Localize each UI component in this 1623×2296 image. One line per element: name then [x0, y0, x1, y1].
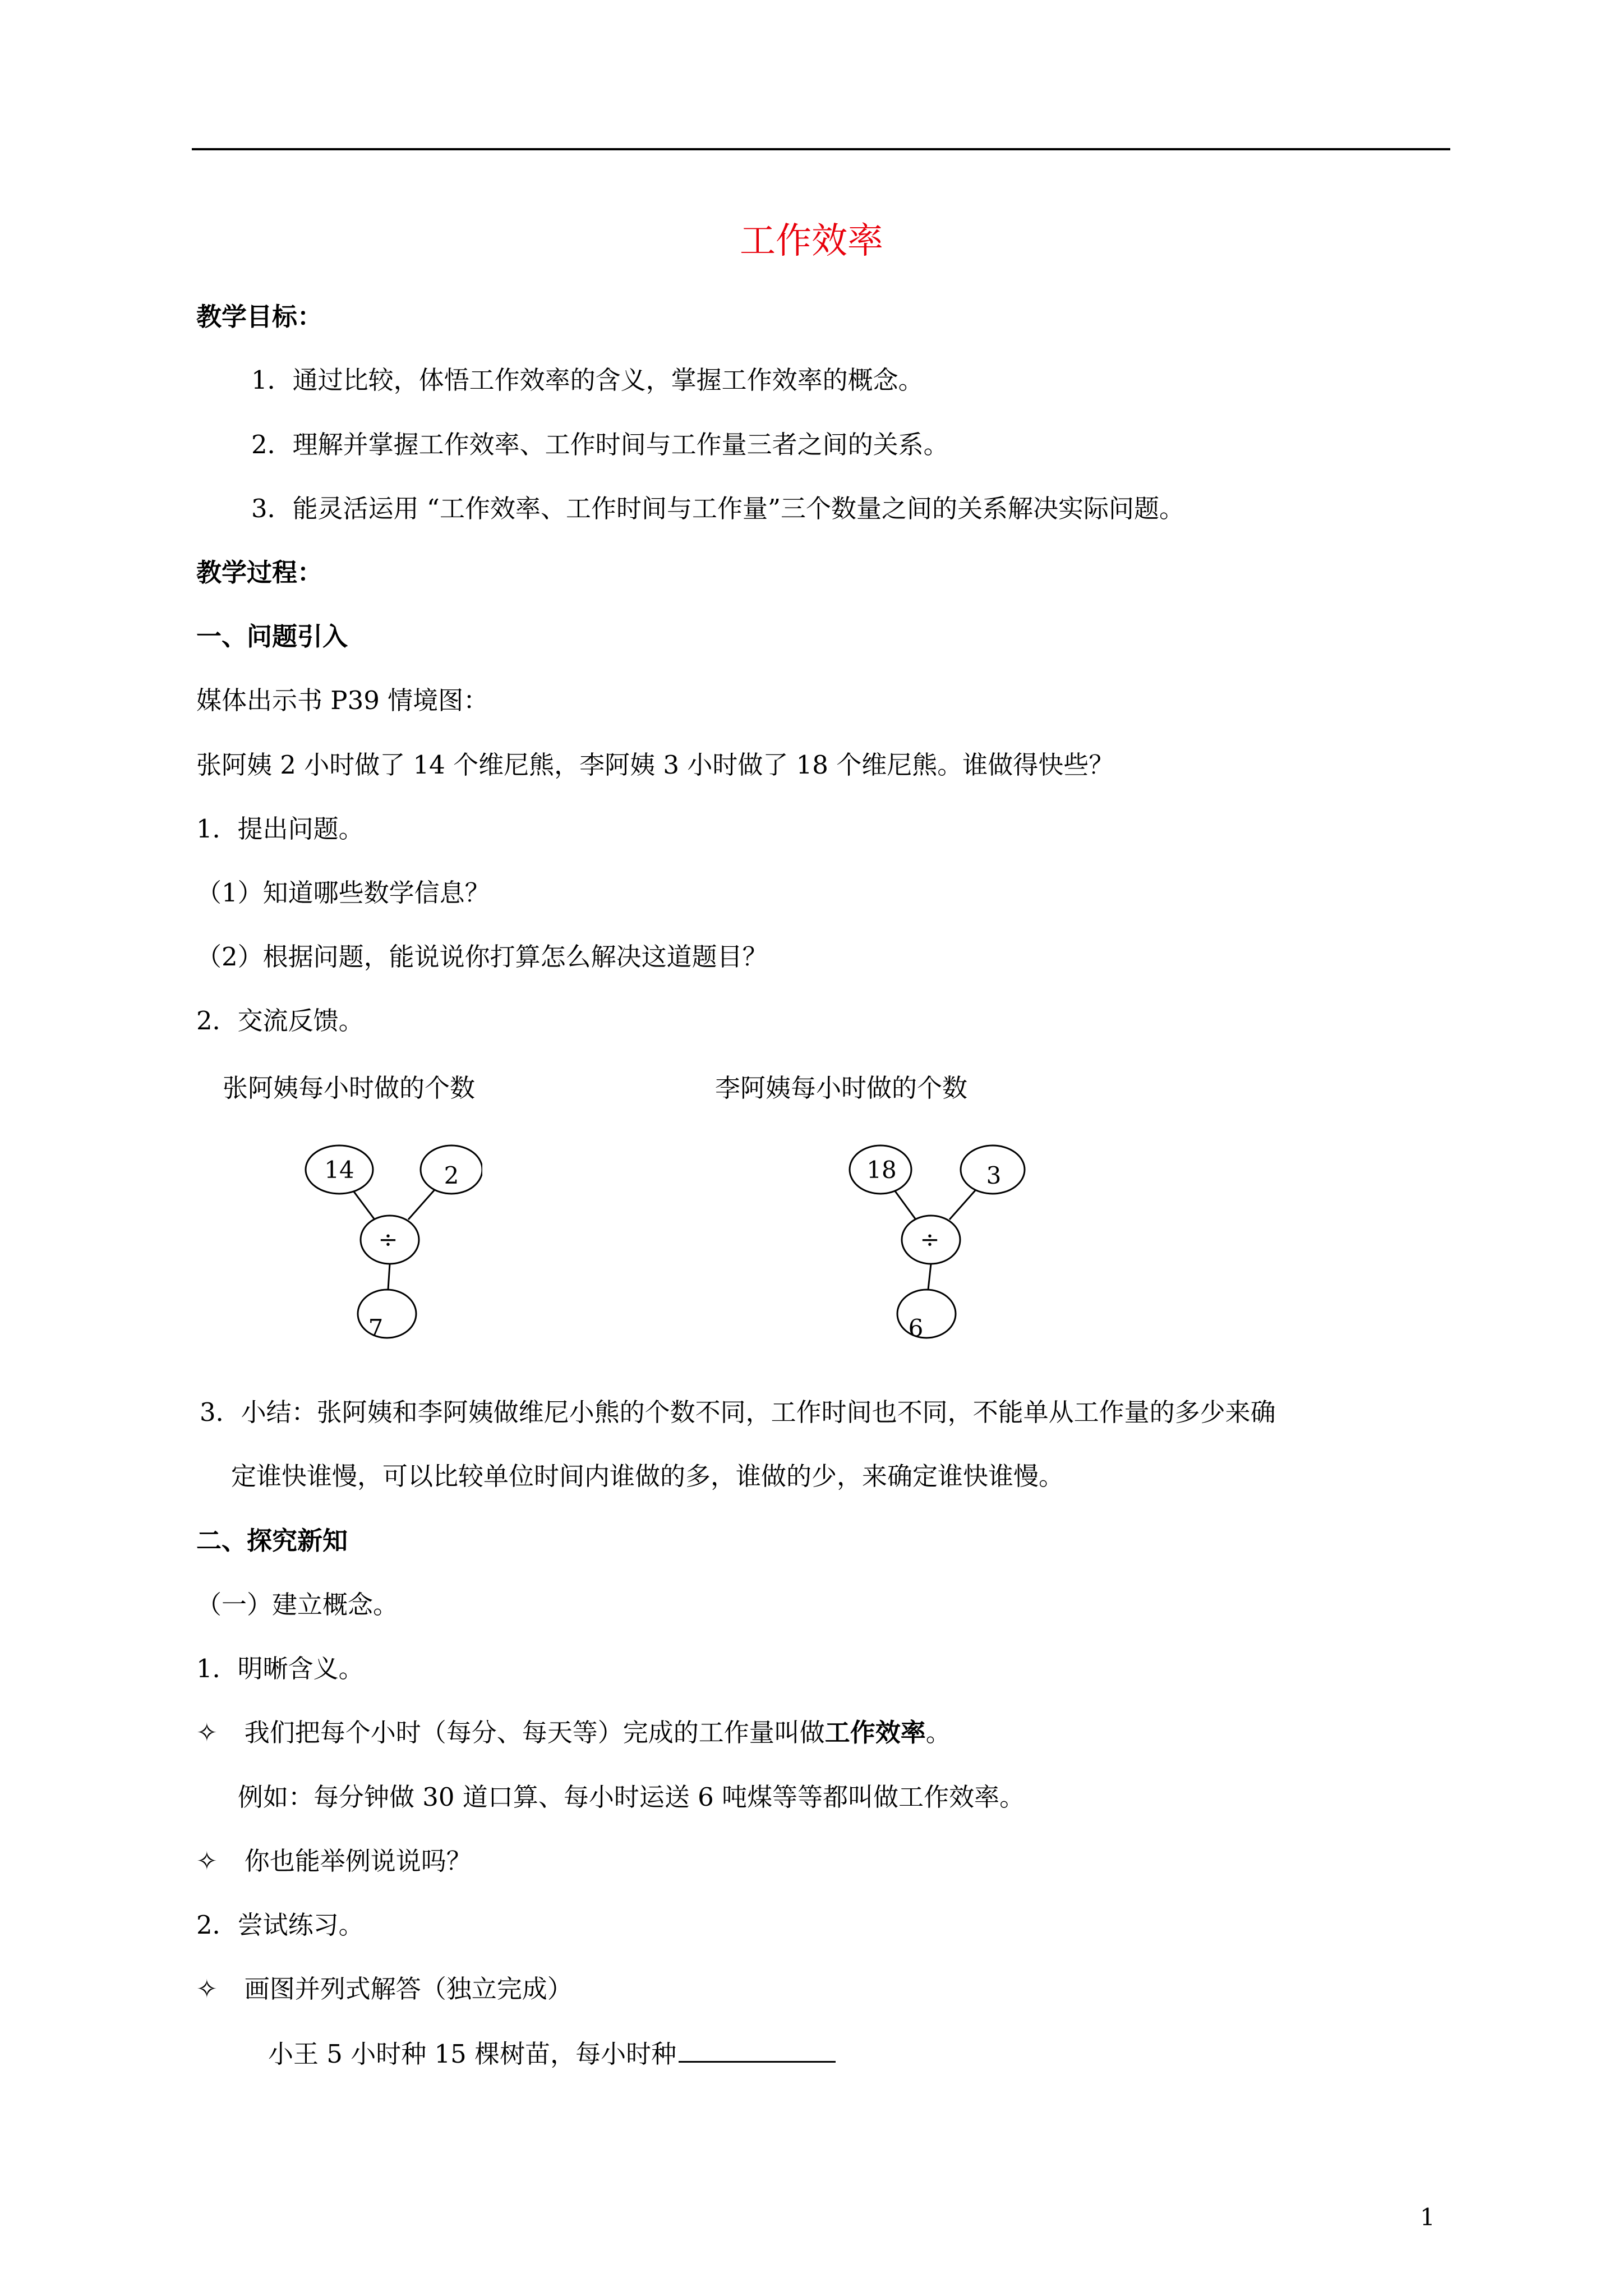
- tree-left-edge-a: [353, 1191, 375, 1220]
- page-title: 工作效率: [740, 220, 883, 262]
- tree-left-node-result: [358, 1290, 416, 1338]
- sub-heading-1: （一）建立概念。: [196, 1590, 399, 1619]
- objectives-heading: 教学目标：: [196, 302, 323, 332]
- tree-right-edge-result: [928, 1264, 931, 1290]
- tree-right-caption: 李阿姨每小时做的个数: [715, 1073, 968, 1103]
- tree-left-op: ÷: [378, 1226, 398, 1253]
- exercise-line: [268, 2036, 836, 2071]
- bullet-icon: ✧: [196, 1718, 218, 1747]
- task-text: 画图并列式解答（独立完成）: [244, 1974, 573, 2004]
- tree-right-edge-b: [949, 1190, 976, 1220]
- problem-line: 张阿姨 2 小时做了 14 个维尼熊，李阿姨 3 小时做了 18 个维尼熊。谁做得快些？: [196, 750, 1114, 780]
- task-line: [196, 1972, 573, 2006]
- ask-text: 你也能举例说说吗？: [244, 1846, 472, 1876]
- tree-right-result: 6: [908, 1314, 924, 1342]
- tree-left-result: 7: [368, 1314, 384, 1342]
- tree-right-diagram: [836, 1128, 1026, 1346]
- objective-item-1: 1．通过比较，体悟工作效率的含义，掌握工作效率的概念。: [251, 365, 924, 395]
- objective-item-2: 2．理解并掌握工作效率、工作时间与工作量三者之间的关系。: [251, 430, 949, 459]
- section-1-heading: 一、问题引入: [196, 622, 348, 651]
- tree-right-op: ÷: [920, 1226, 940, 1253]
- tree-right-edge-a: [895, 1190, 916, 1220]
- tree-left-diagram: [292, 1128, 482, 1346]
- header-rule: [192, 148, 1450, 150]
- section-2-heading: 二、探究新知: [196, 1526, 348, 1556]
- answer-blank[interactable]: [679, 2036, 836, 2063]
- ask-line: [196, 1844, 472, 1878]
- example-line: 例如：每分钟做 30 道口算、每小时运送 6 吨煤等等都叫做工作效率。: [238, 1782, 1025, 1812]
- tree-left-edge-b: [408, 1190, 435, 1220]
- process-heading: 教学过程：: [196, 558, 323, 587]
- tree-left-b: 2: [444, 1162, 459, 1189]
- question-1: （1）知道哪些数学信息？: [196, 878, 490, 908]
- objective-item-3: 3．能灵活运用 “工作效率、工作时间与工作量”三个数量之间的关系解决实际问题。: [251, 494, 1184, 523]
- bullet-icon: ✧: [196, 1974, 218, 2004]
- step-1-line: 1．提出问题。: [196, 814, 364, 844]
- media-line: 媒体出示书 P39 情境图：: [196, 685, 489, 715]
- tree-right-b: 3: [986, 1162, 1002, 1189]
- page-number: 1: [1420, 2203, 1435, 2231]
- step-2-line: 2．交流反馈。: [196, 1006, 364, 1036]
- summary-line-2: 定谁快谁慢，可以比较单位时间内谁做的多，谁做的少，来确定谁快谁慢。: [231, 1461, 1064, 1491]
- tree-left-edge-result: [388, 1264, 390, 1290]
- step-practice: 2．尝试练习。: [196, 1910, 364, 1940]
- definition-line: [196, 1716, 951, 1750]
- exercise-text: 小王 5 小时种 15 棵树苗，每小时种: [268, 2039, 677, 2069]
- question-2: （2）根据问题，能说说你打算怎么解决这道题目？: [196, 942, 768, 972]
- definition-text: 我们把每个小时（每分、每天等）完成的工作量叫做: [244, 1718, 825, 1747]
- definition-term: 工作效率: [824, 1718, 926, 1747]
- tree-left-caption: 张阿姨每小时做的个数: [223, 1073, 476, 1103]
- summary-line-1: 3．小结：张阿姨和李阿姨做维尼小熊的个数不同，工作时间也不同，不能单从工作量的多少来确: [200, 1397, 1276, 1427]
- bullet-icon: ✧: [196, 1846, 218, 1876]
- tree-right-a: 18: [866, 1156, 897, 1184]
- definition-suffix: 。: [925, 1718, 951, 1747]
- step-clarify: 1．明晰含义。: [196, 1654, 364, 1683]
- tree-left-a: 14: [324, 1156, 354, 1184]
- tree-right-node-result: [897, 1290, 956, 1338]
